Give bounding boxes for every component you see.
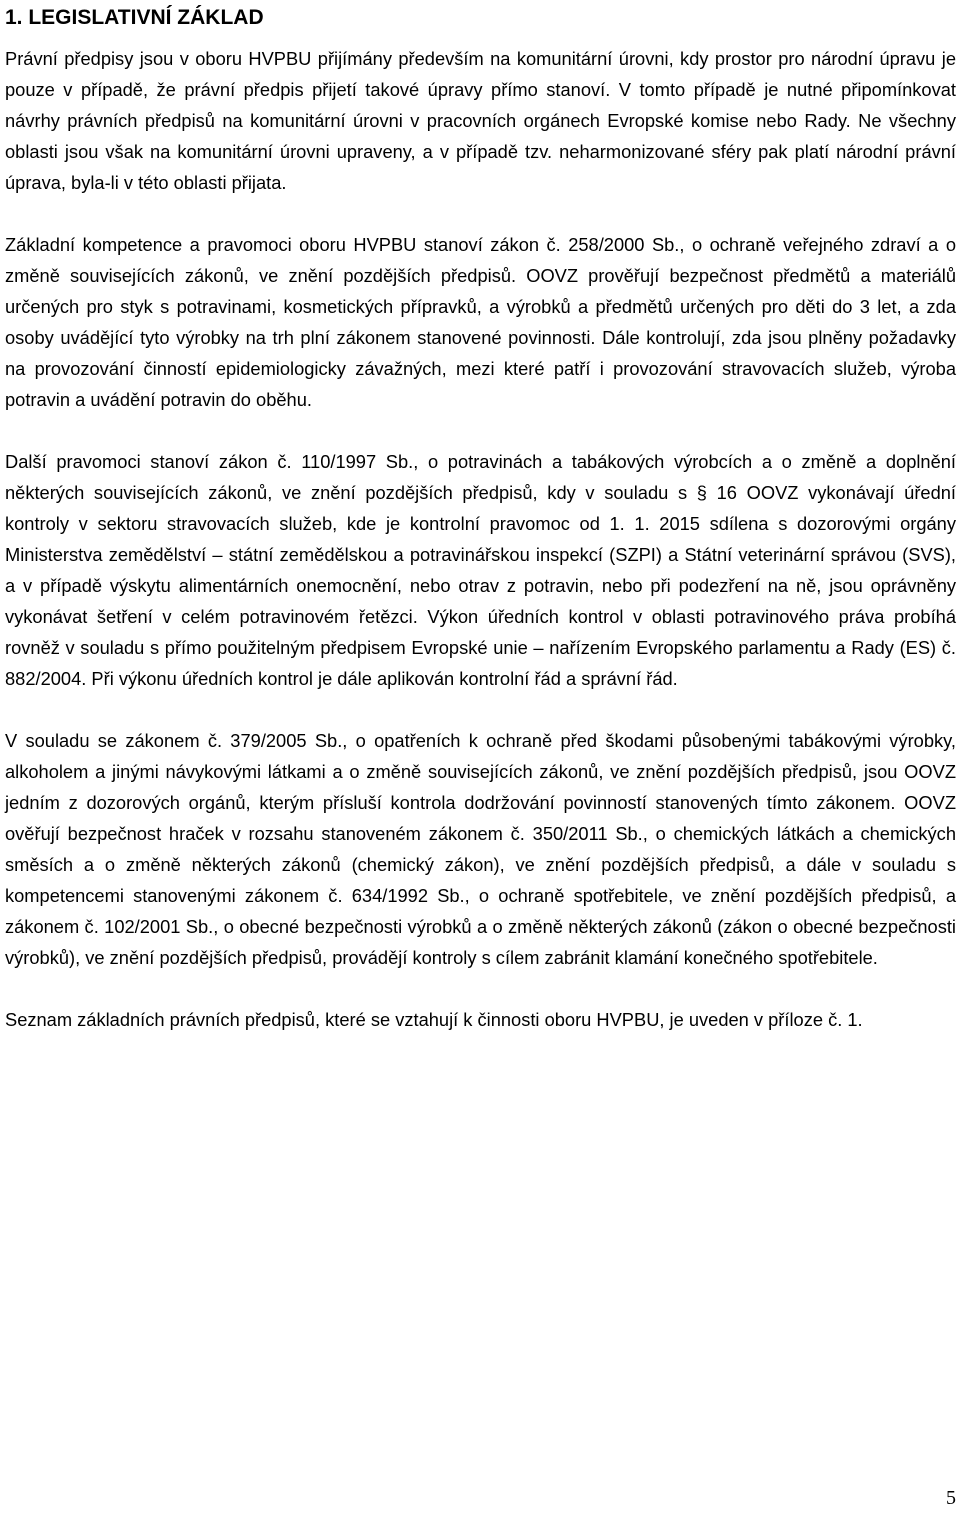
page-number: 5 bbox=[946, 1487, 956, 1509]
paragraph-food-law: Další pravomoci stanoví zákon č. 110/1997 Sb., o potravinách a tabákových výrobcích a o změně a doplnění některých souvisejících zákonů, ve znění pozdějších předpisů, kdy v souladu s § 16 OOVZ vykonávají úřední kontroly v sektoru stravovacích služeb, kde je kontrolní pravomoc od 1. 1. 2015 sdílena s dozorovými orgány Ministerstva zemědělství – státní zemědělskou a potravinářskou inspekcí (SZPI) a Státní veterinární správou (SVS), a v případě výskytu alimentárních onemocnění, nebo otrav z potravin, nebo při podezření na ně, jsou oprávněny vykonávat šetření v celém potravinovém řetězci. Výkon úředních kontrol v oblasti potravinového práva probíhá rovněž v souladu s přímo použitelným předpisem Evropské unie – nařízením Evropského parlamentu a Rady (ES) č. 882/2004. Při výkonu úředních kontrol je dále aplikován kontrolní řád a správní řád. bbox=[5, 451, 956, 689]
paragraph-tobacco-law: V souladu se zákonem č. 379/2005 Sb., o opatřeních k ochraně před škodami působenými tabákovými výrobky, alkoholem a jinými návykovými látkami a o změně souvisejících zákonů, ve znění pozdějších předpisů, jsou OOVZ jedním z dozorových orgánů, kterým přísluší kontrola dodržování povinností stanovených tímto zákonem. OOVZ ověřují bezpečnost hraček v rozsahu stanoveném zákonem č. 350/2011 Sb., o chemických látkách a chemických směsích a o změně některých zákonů (chemický zákon), ve znění pozdějších předpisů, a dále v souladu s kompetencemi stanovenými zákonem č. 634/1992 Sb., o ochraně spotřebitele, ve znění pozdějších předpisů, a zákonem č. 102/2001 Sb., o obecné bezpečnosti výrobků a o změně některých zákonů (zákon o obecné bezpečnosti výrobků), ve znění pozdějších předpisů, provádějí kontroly s cílem zabránit klamání konečného spotřebitele. bbox=[5, 730, 956, 968]
section-heading: 1. LEGISLATIVNÍ ZÁKLAD bbox=[5, 6, 264, 29]
paragraph-annex-reference: Seznam základních právních předpisů, které se vztahují k činnosti oboru HVPBU, je uveden v příloze č. 1. bbox=[5, 1009, 863, 1030]
paragraph-intro: Právní předpisy jsou v oboru HVPBU přijímány především na komunitární úrovni, kdy prostor pro národní úpravu je pouze v případě, že právní předpis přijetí takové úpravy přímo stanoví. V tomto případě je nutné připomínkovat návrhy právních předpisů na komunitární úrovni v pracovních orgánech Evropské komise nebo Rady. Ne všechny oblasti jsou však na komunitární úrovni upraveny, a v případě tzv. neharmonizované sféry pak platí národní právní úprava, byla-li v této oblasti přijata. bbox=[5, 48, 956, 193]
document-page bbox=[5, 0, 956, 1066]
paragraph-competences: Základní kompetence a pravomoci oboru HVPBU stanoví zákon č. 258/2000 Sb., o ochraně veřejného zdraví a o změně souvisejících zákonů, ve znění pozdějších předpisů. OOVZ prověřují bezpečnost předmětů a materiálů určených pro styk s potravinami, kosmetických přípravků, a výrobků a předmětů určených pro děti do 3 let, a zda osoby uvádějící tyto výrobky na trh plní zákonem stanovené povinnosti. Dále kontrolují, zda jsou plněny požadavky na provozování činností epidemiologicky závažných, mezi které patří i provozování stravovacích služeb, výroba potravin a uvádění potravin do oběhu. bbox=[5, 234, 956, 410]
